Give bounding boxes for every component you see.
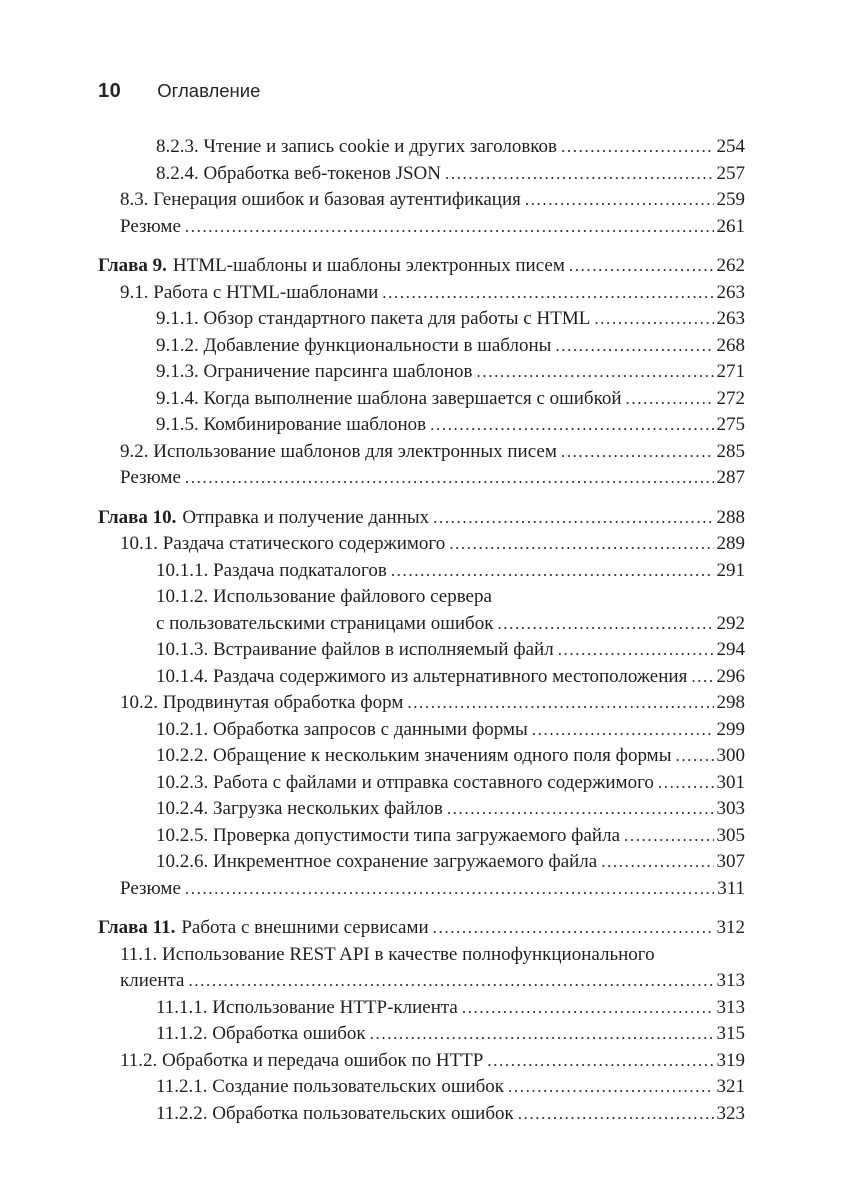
toc-entry-title: 8.2.3. Чтение и запись cookie и других заголовков [156, 136, 558, 157]
toc-entry-page: 303 [716, 798, 745, 819]
toc-line [156, 333, 745, 360]
toc-dot-leader [462, 995, 714, 1022]
toc-entry [98, 359, 745, 386]
toc-line [120, 280, 745, 307]
toc-entry-page: 271 [716, 361, 745, 382]
toc-entry [98, 915, 745, 942]
toc-line [156, 1101, 745, 1128]
toc-entry-page: 313 [716, 996, 745, 1018]
toc-entry-page: 288 [716, 506, 745, 528]
toc-entry-title: 11.2.2. Обработка пользовательских ошибок [156, 1102, 514, 1124]
toc-dot-leader [624, 823, 714, 850]
toc-entry-page: 319 [716, 1049, 745, 1071]
toc-dot-leader [445, 161, 714, 188]
toc-dot-leader [188, 968, 713, 995]
toc-dot-leader [594, 306, 713, 333]
toc-line [120, 942, 745, 969]
toc-dot-leader [555, 333, 713, 360]
toc-line [156, 386, 745, 413]
toc-entry-title: 9.1.3. Ограничение парсинга шаблонов [156, 361, 473, 382]
toc-entry-title: 10.2.1. Обработка запросов с данными формы [156, 718, 528, 740]
toc-dot-leader [532, 717, 714, 744]
toc-dot-leader [185, 465, 714, 492]
toc-entry-page: 261 [716, 215, 745, 237]
toc-dot-leader [558, 637, 714, 664]
toc-entry-title: 11.1.1. Использование HTTP-клиента [156, 996, 458, 1018]
toc-line [120, 1048, 745, 1075]
toc-entry-page: 259 [716, 189, 745, 210]
toc-entry-title: 9.1.2. Добавление функциональности в шаблоны [156, 334, 552, 356]
toc-entry-page: 299 [716, 718, 745, 740]
toc-dot-leader [477, 359, 714, 386]
toc-line [156, 412, 745, 439]
toc-dot-leader [518, 1101, 714, 1128]
toc-entry-page: 285 [716, 440, 745, 462]
toc-entry-title: 10.2.6. Инкрементное сохранение загружаемого файла [156, 851, 598, 872]
toc-entry [98, 995, 745, 1022]
toc-entry-page: 262 [716, 255, 745, 276]
toc-line [120, 439, 745, 466]
toc-entry [98, 876, 745, 903]
toc-line [120, 187, 745, 214]
toc-entry-title: 10.2.2. Обращение к нескольким значениям одного поля формы [156, 745, 672, 766]
toc-entry [98, 333, 745, 360]
toc-dot-leader [407, 690, 713, 717]
toc-entry [98, 386, 745, 413]
toc-line [120, 968, 745, 995]
toc-line [120, 876, 745, 903]
toc-entry [98, 770, 745, 797]
toc-dot-leader [370, 1021, 714, 1048]
toc-entry-title: 11.2.1. Создание пользовательских ошибок [156, 1076, 505, 1097]
toc-dot-leader [449, 531, 713, 558]
toc-dot-leader [382, 280, 713, 307]
toc-entry-page: 301 [716, 771, 745, 793]
toc-entry-title: 9.1.4. Когда выполнение шаблона завершается с ошибкой [156, 387, 622, 409]
toc-entry [98, 531, 745, 558]
toc-entry [98, 1074, 745, 1101]
toc-entry-page: 321 [716, 1076, 745, 1097]
toc-line [120, 531, 745, 558]
toc-dot-leader [487, 1048, 713, 1075]
toc-dot-leader [433, 505, 713, 532]
toc-line [156, 849, 745, 876]
toc-entry-title: 8.3. Генерация ошибок и базовая аутентификация [120, 189, 521, 210]
toc-line [98, 505, 745, 532]
toc-entry-title: Отправка и получение данных [182, 506, 430, 528]
folio-page-number: 10 [98, 80, 122, 102]
toc-entry-page: 287 [716, 467, 745, 488]
toc-dot-leader [433, 915, 714, 942]
toc-entry [98, 187, 745, 214]
toc-entry-title: 10.2.4. Загрузка нескольких файлов [156, 798, 443, 819]
toc-entry-page: 292 [716, 612, 745, 634]
toc-entry [98, 253, 745, 280]
running-title: Оглавление [157, 80, 261, 101]
toc-entry [98, 584, 745, 637]
toc-entry-title: 11.2. Обработка и передача ошибок по HTTP [120, 1049, 484, 1071]
toc-entry [98, 161, 745, 188]
toc-line [156, 161, 745, 188]
toc-dot-leader [658, 770, 714, 797]
toc-dot-leader [569, 253, 714, 280]
toc-entry-page: 272 [716, 387, 745, 409]
toc-entry [98, 743, 745, 770]
toc-line [156, 558, 745, 585]
toc-dot-leader [447, 796, 714, 823]
toc-entry-title: 10.1.1. Раздача подкаталогов [156, 559, 387, 581]
toc-entry [98, 1021, 745, 1048]
toc-entry-page: 291 [716, 559, 745, 581]
toc-line [156, 611, 745, 638]
toc-entry [98, 1101, 745, 1128]
toc-entry-title: 11.1.2. Обработка ошибок [156, 1023, 366, 1044]
toc-entry-title: с пользовательскими страницами ошибок [156, 612, 494, 634]
toc-dot-leader [525, 187, 714, 214]
toc-line [156, 743, 745, 770]
toc-entry-page: 289 [716, 533, 745, 554]
toc-line [156, 1074, 745, 1101]
toc-line [156, 796, 745, 823]
toc-line [156, 134, 745, 161]
toc-entry-title: 9.2. Использование шаблонов для электронных писем [120, 440, 557, 462]
toc-entry-chapter-label: Глава 10. [98, 506, 177, 528]
toc-entry [98, 796, 745, 823]
toc-entry-page: 312 [716, 917, 745, 938]
toc-entry [98, 306, 745, 333]
toc-entry-page: 254 [716, 136, 745, 157]
toc-entry-page: 263 [716, 308, 745, 329]
toc-entry [98, 505, 745, 532]
toc-line [120, 214, 745, 241]
toc-dot-leader [391, 558, 714, 585]
toc-entry [98, 942, 745, 995]
toc-entry [98, 823, 745, 850]
toc-entry [98, 717, 745, 744]
toc-entry-chapter-label: Глава 11. [98, 917, 176, 938]
toc-entry [98, 214, 745, 241]
toc-dot-leader [561, 134, 713, 161]
toc-line [156, 584, 745, 611]
toc-entry [98, 439, 745, 466]
toc-entry-page: 257 [716, 162, 745, 184]
toc-entry-title: 10.1.3. Встраивание файлов в исполняемый файл [156, 639, 554, 660]
toc-entry [98, 280, 745, 307]
toc-dot-leader [601, 849, 713, 876]
toc-entry-title: HTML-шаблоны и шаблоны электронных писем [172, 255, 565, 276]
toc-entry [98, 664, 745, 691]
toc-entry [98, 465, 745, 492]
toc-line [98, 253, 745, 280]
toc-line [156, 637, 745, 664]
toc-dot-leader [691, 664, 713, 691]
toc-entry-title: 10.2. Продвинутая обработка форм [120, 692, 404, 713]
toc-entry-page: 296 [716, 665, 745, 687]
toc-line [156, 306, 745, 333]
toc-entry [98, 134, 745, 161]
page-header [98, 80, 745, 103]
toc-entry-title: клиента [120, 970, 185, 991]
toc-entry-page: 311 [717, 877, 745, 899]
toc-entry-page: 305 [716, 824, 745, 846]
toc-entry-title: Работа с внешними сервисами [181, 917, 429, 938]
toc-entry-title: Резюме [120, 877, 181, 899]
toc-entry-page: 275 [716, 414, 745, 435]
toc-entry-page: 298 [716, 692, 745, 713]
toc-entry-page: 315 [716, 1023, 745, 1044]
toc-entry-title: 10.2.5. Проверка допустимости типа загружаемого файла [156, 824, 620, 846]
toc-dot-leader [561, 439, 714, 466]
toc-entry-title: 10.2.3. Работа с файлами и отправка составного содержимого [156, 771, 654, 793]
toc-dot-leader [626, 386, 714, 413]
toc-line [120, 690, 745, 717]
toc-line [156, 359, 745, 386]
toc-dot-leader [185, 876, 714, 903]
toc-entry-title: Резюме [120, 215, 181, 237]
toc-entry [98, 690, 745, 717]
toc-list [98, 134, 745, 1127]
toc-line [120, 465, 745, 492]
toc-entry-title: 10.1. Раздача статического содержимого [120, 533, 446, 554]
toc-entry-title: 8.2.4. Обработка веб-токенов JSON [156, 162, 441, 184]
toc-entry [98, 558, 745, 585]
toc-entry-page: 268 [716, 334, 745, 356]
toc-entry-page: 307 [716, 851, 745, 872]
toc-entry-page: 300 [716, 745, 745, 766]
toc-line [156, 717, 745, 744]
toc-entry-title: 9.1.5. Комбинирование шаблонов [156, 414, 427, 435]
toc-line [156, 770, 745, 797]
toc-entry-title: 11.1. Использование REST API в качестве полнофункционального [120, 943, 655, 965]
toc-dot-leader [675, 743, 713, 770]
toc-entry-title: 9.1. Работа с HTML-шаблонами [120, 281, 379, 303]
toc-line [98, 915, 745, 942]
toc-entry [98, 1048, 745, 1075]
toc-entry [98, 637, 745, 664]
toc-entry-title: Резюме [120, 467, 181, 488]
toc-entry-page: 313 [716, 970, 745, 991]
toc-entry-chapter-label: Глава 9. [98, 255, 167, 276]
toc-dot-leader [430, 412, 713, 439]
toc-entry-page: 323 [716, 1102, 745, 1124]
toc-entry [98, 412, 745, 439]
toc-entry-page: 263 [716, 281, 745, 303]
toc-line [156, 664, 745, 691]
toc-line [156, 823, 745, 850]
toc-dot-leader [508, 1074, 713, 1101]
toc-entry-page: 294 [716, 639, 745, 660]
toc-dot-leader [185, 214, 714, 241]
toc-dot-leader [497, 611, 713, 638]
toc-line [156, 1021, 745, 1048]
toc-entry-title: 9.1.1. Обзор стандартного пакета для работы с HTML [156, 308, 591, 329]
toc-line [156, 995, 745, 1022]
toc-entry-title: 10.1.4. Раздача содержимого из альтернативного местоположения [156, 665, 688, 687]
toc-entry [98, 849, 745, 876]
toc-entry-title: 10.1.2. Использование файлового сервера [156, 586, 492, 607]
